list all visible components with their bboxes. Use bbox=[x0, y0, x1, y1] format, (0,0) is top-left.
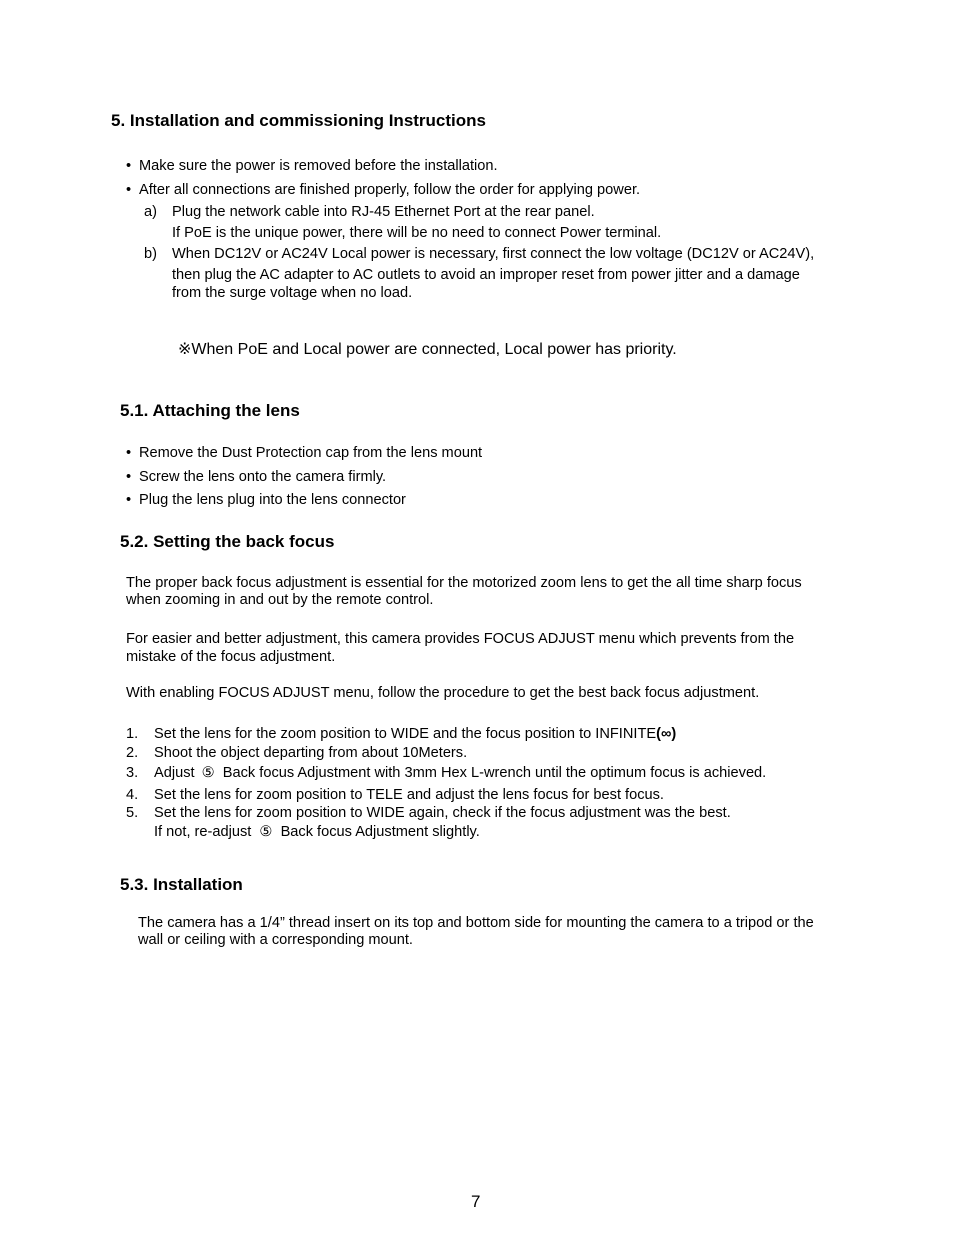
sub-item-text: When DC12V or AC24V Local power is necessary, first connect the low voltage (DC12V or AC24V), bbox=[172, 246, 815, 262]
step-number: 5. bbox=[126, 805, 139, 821]
sub-item-text: then plug the AC adapter to AC outlets to avoid an improper reset from power jitter and a damage bbox=[172, 267, 800, 283]
sub-item-text: Plug the network cable into RJ-45 Ethernet Port at the rear panel. bbox=[172, 204, 595, 220]
step-number: 1. bbox=[126, 726, 139, 742]
section-heading: 5.2. Setting the back focus bbox=[120, 532, 335, 551]
step-text-pre: If not, re-adjust bbox=[154, 824, 252, 840]
paragraph-line: wall or ceiling with a corresponding mount. bbox=[138, 932, 413, 948]
section-heading: 5.3. Installation bbox=[120, 875, 243, 894]
list-item: Remove the Dust Protection cap from the lens mount bbox=[139, 445, 483, 461]
paragraph-line: The proper back focus adjustment is essential for the motorized zoom lens to get the all time sharp focus bbox=[126, 575, 802, 591]
section-heading: 5.1. Attaching the lens bbox=[120, 401, 300, 420]
step-text bbox=[154, 725, 676, 743]
sub-item-marker: a) bbox=[144, 204, 157, 220]
list-item: Plug the lens plug into the lens connector bbox=[139, 492, 406, 508]
step-text-post: Back focus Adjustment slightly. bbox=[280, 824, 480, 840]
step-text-main: Set the lens for the zoom position to WIDE and the focus position to INFINITE bbox=[154, 726, 657, 742]
sub-item-marker: b) bbox=[144, 246, 157, 262]
step-text-pre: Adjust bbox=[154, 765, 195, 781]
step-number: 2. bbox=[126, 745, 139, 761]
step-number: 4. bbox=[126, 787, 139, 803]
paragraph-line: With enabling FOCUS ADJUST menu, follow the procedure to get the best back focus adjustment. bbox=[126, 685, 760, 701]
page-number: 7 bbox=[471, 1192, 481, 1211]
paragraph-line: when zooming in and out by the remote control. bbox=[126, 592, 434, 608]
step-text: Set the lens for zoom position to TELE and adjust the lens focus for best focus. bbox=[154, 787, 664, 803]
bullet-marker: • bbox=[126, 182, 132, 198]
step-text: Shoot the object departing from about 10Meters. bbox=[154, 745, 468, 761]
bullet-marker: • bbox=[126, 445, 132, 461]
sub-item-text: from the surge voltage when no load. bbox=[172, 285, 413, 301]
circled-five-icon: ⑤ bbox=[259, 824, 273, 840]
paragraph-line: The camera has a 1/4” thread insert on its top and bottom side for mounting the camera to a tripod or the bbox=[138, 915, 814, 931]
section-heading: 5. Installation and commissioning Instructions bbox=[111, 111, 486, 130]
infinity-symbol: (∞) bbox=[656, 726, 677, 742]
bullet-marker: • bbox=[126, 158, 132, 174]
circled-five-icon: ⑤ bbox=[201, 765, 215, 781]
paragraph-line: For easier and better adjustment, this camera provides FOCUS ADJUST menu which prevents from the bbox=[126, 631, 795, 647]
step-text: Set the lens for zoom position to WIDE again, check if the focus adjustment was the best. bbox=[154, 805, 731, 821]
list-item: Make sure the power is removed before the installation. bbox=[139, 158, 498, 174]
step-text bbox=[154, 823, 480, 841]
step-text-post: Back focus Adjustment with 3mm Hex L-wrench until the optimum focus is achieved. bbox=[222, 765, 767, 781]
list-item: Screw the lens onto the camera firmly. bbox=[139, 469, 387, 485]
bullet-marker: • bbox=[126, 469, 132, 485]
bullet-marker: • bbox=[126, 492, 132, 508]
paragraph-line: mistake of the focus adjustment. bbox=[126, 649, 336, 665]
step-text bbox=[154, 764, 766, 782]
step-number: 3. bbox=[126, 765, 139, 781]
list-item: After all connections are finished properly, follow the order for applying power. bbox=[139, 182, 641, 198]
sub-item-text: If PoE is the unique power, there will be no need to connect Power terminal. bbox=[172, 225, 662, 241]
priority-note: ※When PoE and Local power are connected, Local power has priority. bbox=[178, 341, 677, 358]
